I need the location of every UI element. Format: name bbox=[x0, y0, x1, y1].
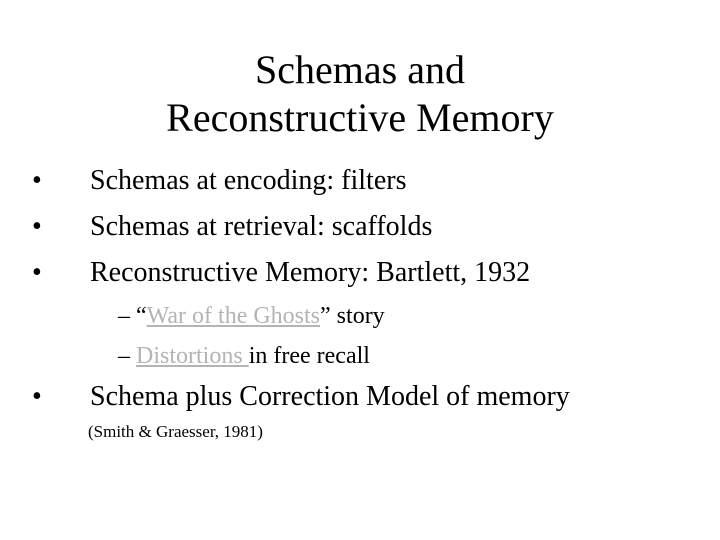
bullet-marker: • bbox=[32, 381, 42, 412]
sub-bullet-dash: – bbox=[118, 343, 136, 369]
bullet-marker: • bbox=[32, 257, 42, 288]
slide-title bbox=[0, 46, 720, 142]
sub-bullet-dash: – “ bbox=[118, 303, 147, 329]
bullet-retrieval bbox=[30, 210, 432, 244]
sub-bullet-distortions bbox=[118, 341, 370, 371]
citation: (Smith & Graesser, 1981) bbox=[88, 422, 263, 441]
sub-bullet-war-of-the-ghosts bbox=[118, 301, 385, 331]
bullet-text: Schemas at retrieval: scaffolds bbox=[90, 211, 433, 242]
sub-bullet-text: in free recall bbox=[248, 343, 370, 369]
bullet-text: Schema plus Correction Model of memory bbox=[90, 381, 570, 412]
bullet-reconstructive-memory bbox=[30, 256, 530, 290]
bullet-encoding bbox=[30, 164, 406, 198]
bullet-text: Schemas at encoding: filters bbox=[90, 165, 407, 196]
bullet-marker: • bbox=[32, 211, 42, 242]
bullet-schema-correction-model bbox=[30, 380, 570, 414]
sub-bullet-text: ” story bbox=[320, 303, 385, 329]
bullet-marker: • bbox=[32, 165, 42, 196]
bullet-text: Reconstructive Memory: Bartlett, 1932 bbox=[90, 257, 531, 288]
title-line-2: Reconstructive Memory bbox=[166, 95, 554, 140]
war-of-the-ghosts-link[interactable]: War of the Ghosts bbox=[146, 303, 321, 329]
distortions-link[interactable]: Distortions bbox=[136, 343, 249, 369]
title-line-1: Schemas and bbox=[255, 47, 465, 92]
